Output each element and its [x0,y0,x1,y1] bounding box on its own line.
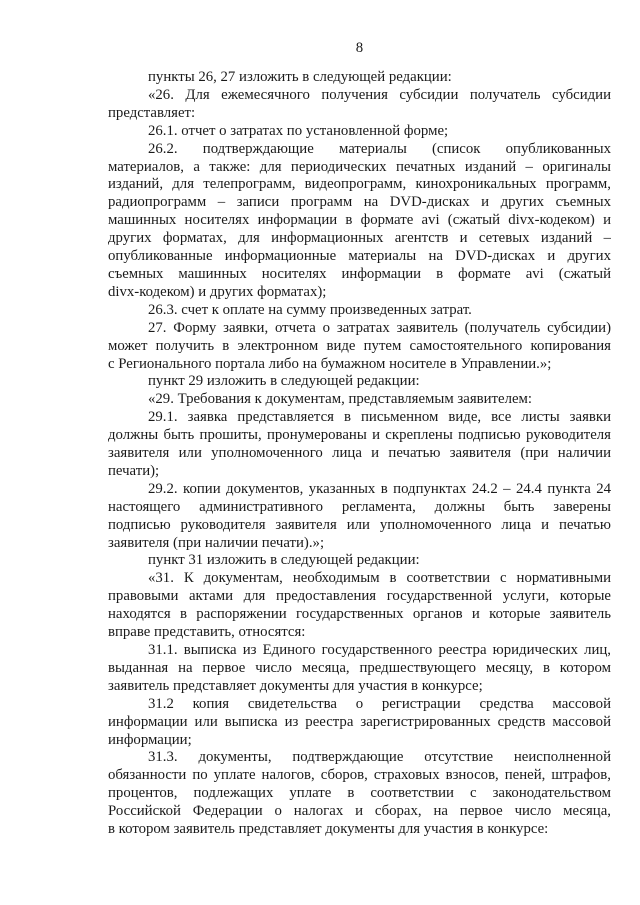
text-line: вправе представить, относятся: [108,624,306,641]
subclause-31-2 [108,696,611,750]
text-line: с Регионального портала либо на бумажном носителе в Управлении.»; [108,355,552,372]
text-line: должны быть прошиты, пронумерованы и скреплены подписью руководителя [108,427,611,444]
text-line: обязанности по уплате налогов, сборов, страховых взносов, пеней, штрафов, [108,767,611,784]
text-line: настоящего административного регламента, должны быть заверены [108,498,611,515]
text-line: 31.1. выписка из Единого государственного реестра юридических лиц, [148,642,611,658]
text-line: пункт 31 изложить в следующей редакции: [148,552,420,569]
text-line: выданная на первое число месяца, предшествующего месяцу, в котором [108,659,611,676]
subclause-31-3 [108,749,611,839]
text-line: divx-кодеком) и других форматах); [108,283,327,300]
clause-26 [108,87,611,123]
text-line: заявителя (при наличии печати).»; [108,534,325,551]
amendment-instruction-p29 [108,373,611,391]
text-line: других форматах, для информационных агентств и сетевых изданий – [108,230,611,247]
text-line: находятся в распоряжении государственных органов и которые заявитель [108,606,611,623]
text-line: 31.2 копия свидетельства о регистрации средства массовой [148,695,611,712]
text-line: пункт 29 изложить в следующей редакции: [148,373,420,390]
text-line: радиопрограмм – записи программ на DVD-дисках и других съемных [108,194,611,211]
text-line: опубликованные информационные материалы на DVD-дисках и других [108,248,611,265]
text-line: 29.1. заявка представляется в письменном виде, все листы заявки [148,409,611,426]
amendment-instruction-p26-27 [108,69,611,87]
subclause-26-3 [108,302,611,320]
text-line: съемных машинных носителях информации в формате avi (сжатый [108,265,611,282]
text-line: 31.3. документы, подтверждающие отсутствие неисполненной [148,749,611,766]
text-line: заявителя или уполномоченного лица и печатью заявителя (при наличии [108,445,611,462]
subclause-29-1 [108,409,611,481]
document-body [108,69,611,839]
text-line: печати); [108,462,160,479]
clause-27 [108,320,611,374]
text-line: подписью руководителя заявителя или уполномоченного лица и печатью [108,516,611,533]
text-line: правовыми актами для предоставления государственной услуги, которые [108,588,611,605]
text-line: «26. Для ежемесячного получения субсидии получатель субсидии [148,86,611,103]
page-number: 8 [355,40,364,56]
text-line: может получить в электронном виде путем самостоятельного копирования [108,337,611,354]
text-line: 26.2. подтверждающие материалы (список опубликованных [148,140,611,157]
subclause-29-2 [108,481,611,553]
clause-29 [108,391,611,409]
text-line: материалов, а также: для периодических печатных изданий – оригиналы [108,158,611,175]
text-line: «31. К документам, необходимым в соответствии с нормативными [148,570,611,587]
text-line: представляет: [108,104,196,121]
text-line: 26.3. счет к оплате на сумму произведенных затрат. [148,301,472,318]
text-line: информации или выписка из реестра зарегистрированных средств массовой [108,713,611,730]
amendment-instruction-p31 [108,552,611,570]
text-line: процентов, подлежащих уплате в соответствии с законодательством [108,785,611,802]
text-line: Российской Федерации о налогах и сборах, на первое число месяца, [108,803,611,820]
clause-31 [108,570,611,642]
subclause-31-1 [108,642,611,696]
text-line: заявитель представляет документы для участия в конкурсе; [108,677,483,694]
text-line: пункты 26, 27 изложить в следующей редакции: [148,69,452,85]
text-line: машинных носителях информации в формате avi (сжатый divx-кодеком) и [108,212,611,229]
text-line: 26.1. отчет о затратах по установленной форме; [148,122,449,139]
text-line: в котором заявитель представляет документы для участия в конкурсе: [108,821,549,838]
text-line: «29. Требования к документам, представляемым заявителем: [148,391,532,408]
text-line: 29.2. копии документов, указанных в подпунктах 24.2 – 24.4 пункта 24 [148,480,611,497]
text-line: информации; [108,731,192,748]
subclause-26-2 [108,141,611,302]
text-line: изданий, для телепрограмм, видеопрограмм, кинохроникальных программ, [108,176,611,193]
subclause-26-1 [108,123,611,141]
text-line: 27. Форму заявки, отчета о затратах заявитель (получатель субсидии) [148,319,611,336]
